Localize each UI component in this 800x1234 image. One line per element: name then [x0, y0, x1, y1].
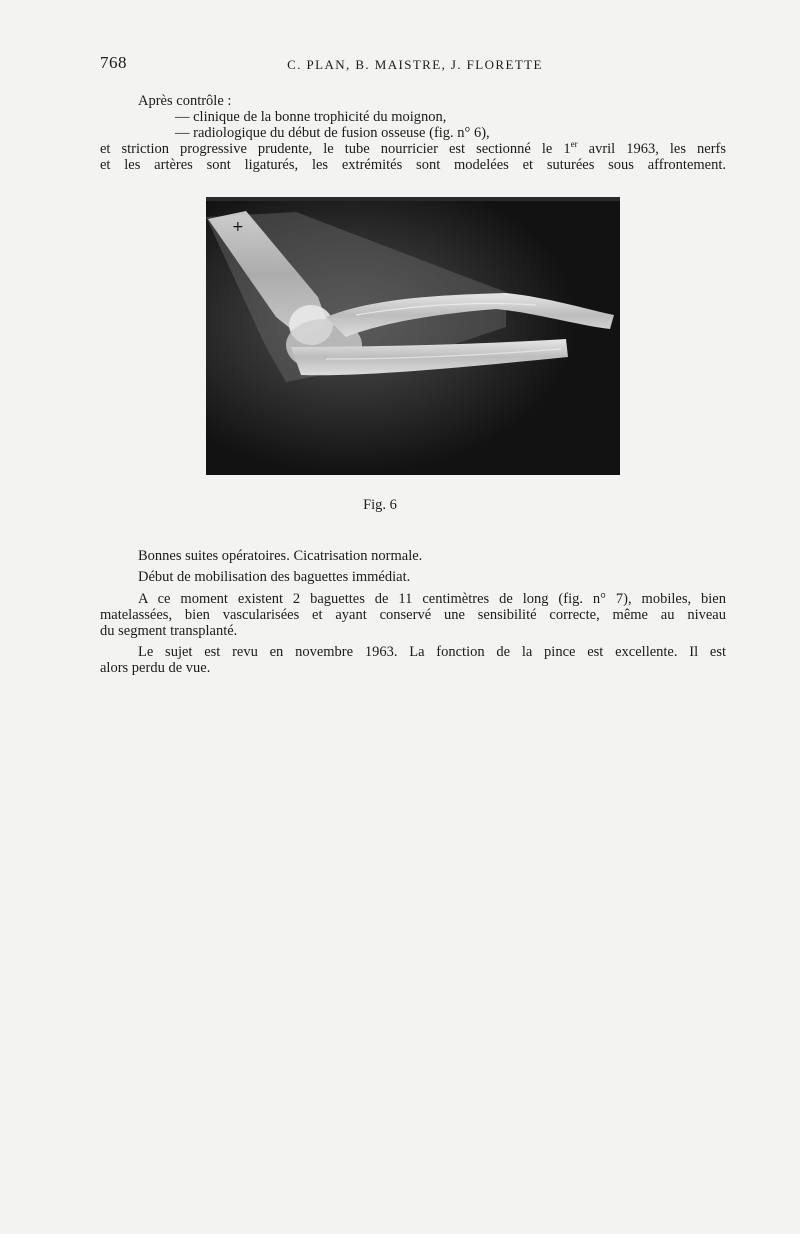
- text-segment: avril 1963, les nerfs: [577, 141, 726, 157]
- xray-figure: [206, 197, 620, 475]
- text-line: A ce moment existent 2 baguettes de 11 centimètres de long (fig. n° 7), mobiles, bien: [138, 591, 726, 607]
- list-item: — clinique de la bonne trophicité du moignon,: [175, 109, 447, 125]
- xray-image: [206, 197, 620, 475]
- text-line: Le sujet est revu en novembre 1963. La fonction de la pince est excellente. Il est: [138, 644, 726, 660]
- running-head-authors: C. PLAN, B. MAISTRE, J. FLORETTE: [287, 57, 543, 72]
- page-number: 768: [100, 53, 127, 72]
- text-line: Après contrôle :: [138, 93, 232, 109]
- paragraph: Début de mobilisation des baguettes immédiat.: [138, 569, 411, 585]
- text-line: [100, 141, 726, 158]
- figure-caption: Fig. 6: [363, 497, 397, 513]
- text-line: et les artères sont ligaturés, les extrémités sont modelées et suturées sous affrontement.: [100, 157, 726, 173]
- text-segment: et striction progressive prudente, le tube nourricier est sectionné le 1: [100, 141, 571, 157]
- paragraph: Bonnes suites opératoires. Cicatrisation normale.: [138, 548, 423, 564]
- list-item: — radiologique du début de fusion osseuse (fig. n° 6),: [175, 125, 490, 141]
- text-line: matelassées, bien vascularisées et ayant conservé une sensibilité correcte, même au niveau: [100, 607, 726, 623]
- xray-marker: +: [232, 219, 244, 235]
- text-line: du segment transplanté.: [100, 623, 238, 639]
- superscript: er: [570, 139, 578, 149]
- text-line: alors perdu de vue.: [100, 660, 211, 676]
